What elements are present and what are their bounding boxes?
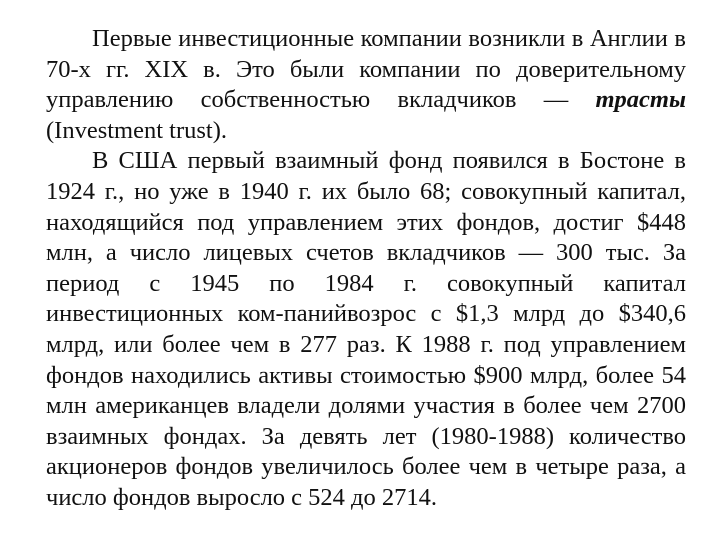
term-trusts: трасты: [595, 86, 686, 114]
paragraph-1-ending: (Investment trust).: [46, 116, 227, 144]
paragraph-1-intro: Первые инвестиционные компании возникли в Англии в 70-х гг. XIX в. Это были компании по доверительному управлению собственностью вкладчиков —: [46, 25, 686, 114]
paragraph-1: [46, 24, 686, 146]
text-block: [46, 24, 686, 514]
paragraph-2: В США первый взаимный фонд появился в Бостоне в 1924 г., но уже в 1940 г. их было 68; совокупный капитал, находящийся под управлением этих фондов, достиг $448 млн, а число лицевых счетов вкладчиков — 300 тыс. За период с 1945 по 1984 г. совокупный капитал инвестиционных ком-панийвозрос с $1,3 млрд до $340,6 млрд, или более чем в 277 раз. К 1988 г. под управлением фондов находились активы стоимостью $900 млрд, более 54 млн американцев владели долями участия в более чем 2700 взаимных фондах. За девять лет (1980-1988) количество акционеров фондов увеличилось более чем в четыре раза, а число фондов выросло с 524 до 2714.: [46, 147, 686, 511]
